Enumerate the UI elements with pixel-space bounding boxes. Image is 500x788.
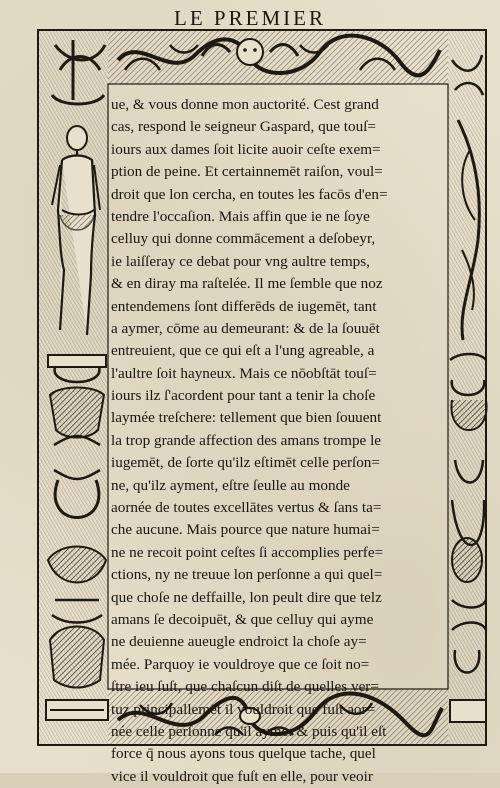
text-line: a aymer, cōme au demeurant: & de la ſouuēt xyxy=(111,319,380,337)
text-line: l'aultre ſoit hayneux. Mais ce nōobſtāt touſ= xyxy=(111,364,377,382)
text-line: cas, respond le seigneur Gaspard, que touſ= xyxy=(111,118,376,136)
top-ornament-panel xyxy=(108,30,448,84)
text-line: iours aux dames ſoit licite auoir ceſte exem= xyxy=(111,140,381,158)
text-line: amans ſe decoipuēt, & que celluy qui ayme xyxy=(111,610,374,628)
text-line: ption de peine. Et certainnemēt raiſon, voul= xyxy=(111,163,383,181)
text-line: entendemens ſont differēds de iugemēt, tant xyxy=(111,297,377,315)
text-line: ne deuienne aueugle endroict la choſe ay= xyxy=(111,633,367,651)
text-line: entreuient, que ce qui eſt a l'ung agreable, a xyxy=(111,342,375,360)
text-line: & en diray ma raſtelée. Il me ſemble que noz xyxy=(111,275,383,293)
text-line: tendre l'occaſion. Mais affin que ie ne ſoye xyxy=(111,207,370,225)
text-line: vice il vouldroit que fuſt en elle, pour veoir xyxy=(111,767,373,785)
text-line: ctions, ny ne treuue lon perſonne a qui quel= xyxy=(111,566,383,584)
text-line: laymée treſchere: tellement que bien ſouuent xyxy=(111,409,382,427)
text-line: la trop grande affection des amans trompe le xyxy=(111,431,382,449)
text-line: tuz principallemēt il vouldroit que fuſt aor= xyxy=(111,700,376,718)
left-ornament-column xyxy=(38,30,108,745)
text-line: que choſe ne deffaille, lon peult dire que telz xyxy=(111,588,382,606)
text-line: celluy qui donne commācement a deſobeyr, xyxy=(111,230,376,248)
text-line: née celle perſonne qu'il ayme: & puis qu'il eſt xyxy=(111,722,387,740)
running-head: LE PREMIER xyxy=(174,6,326,30)
text-line: ue, & vous donne mon auctorité. Cest grand xyxy=(111,96,379,113)
text-line: iugemēt, de ſorte qu'ilz eſtimēt celle perſon= xyxy=(111,454,380,472)
right-ornament-column xyxy=(448,30,487,745)
text-line: aornée de toutes excellātes vertus & ſans ta= xyxy=(111,499,382,517)
text-line: ne, qu'ilz ayment, eſtre ſeulle au monde xyxy=(111,476,350,494)
body-text xyxy=(111,94,441,785)
text-line: mée. Parquoy ie vouldroye que ce ſoit no= xyxy=(111,655,370,673)
text-line: force q̄ nous ayons tous quelque tache, quel xyxy=(111,745,376,763)
text-line: ne ne recoit point ceſtes ſi accomplies perfe= xyxy=(111,543,384,561)
text-line: ie laiſſeray ce debat pour vng aultre temps, xyxy=(111,252,370,270)
text-line: che aucune. Mais pource que nature humai= xyxy=(111,521,380,539)
text-line: droit que lon cercha, en toutes les facōs d'en= xyxy=(111,185,388,203)
text-line: ſtre ieu ſuſt, que chaſcun diſt de quelles ver= xyxy=(111,678,379,696)
text-line: iours ilz ſ'acordent pour tant a tenir la choſe xyxy=(111,387,376,405)
